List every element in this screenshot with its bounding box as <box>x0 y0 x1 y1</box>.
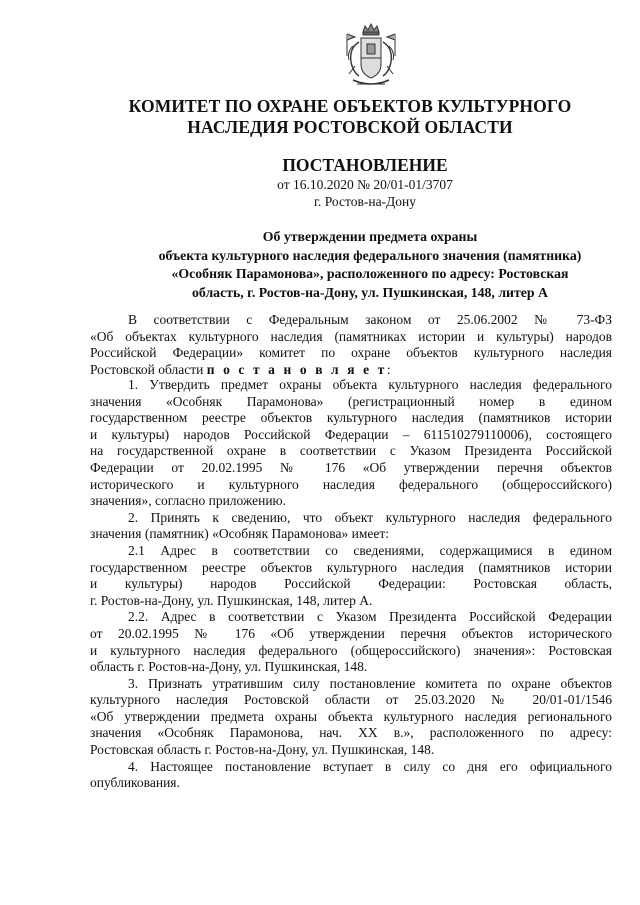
item-line: государственном реестре объектов культурного наследия (памятников истории <box>90 410 612 426</box>
item-line: 2. Принять к сведению, что объект культурного наследия федерального <box>128 509 612 525</box>
item-line: значения «Особняк Парамонова, нач. XX в.», расположенного по адресу: <box>90 725 612 741</box>
item-line: культурного наследия Ростовской области от 25.03.2020 № 20/01-01/1546 <box>90 692 612 708</box>
item-line: от 20.02.1995 № 176 «Об утверждении перечня объектов исторического <box>90 625 612 641</box>
subject-line-1: Об утверждении предмета охраны <box>262 229 478 244</box>
item-line: на государственной охране в соответствии с Указом Президента Российской <box>90 443 612 459</box>
document-number: от 16.10.2020 № 20/01-01/3707 <box>277 177 453 192</box>
item-line: значения «Особняк Парамонова» (регистрационный номер в едином <box>90 393 612 409</box>
item-line: «Об утверждении предмета охраны объекта культурного наследия регионального <box>90 708 612 724</box>
item-line: 3. Признать утратившим силу постановление комитета по охране объектов <box>128 675 612 691</box>
preamble-line: В соответствии с Федеральным законом от 25.06.2002 № 73-ФЗ <box>128 312 612 327</box>
preamble <box>90 312 612 378</box>
org-line-2: НАСЛЕДИЯ РОСТОВСКОЙ ОБЛАСТИ <box>187 117 513 137</box>
item-line: значения», согласно приложению. <box>90 493 287 509</box>
item-line: 1. Утвердить предмет охраны объекта культурного наследия федерального <box>128 377 612 392</box>
item-line: г. Ростов-на-Дону, ул. Пушкинская, 148, литер А. <box>90 592 373 608</box>
item-line: и культуры) народов Российской Федерации – 611510279110006), состоящего <box>90 426 612 442</box>
decree-items <box>90 377 612 792</box>
item-line: Федерации от 20.02.1995 № 176 «Об утверждении перечня объектов <box>90 459 612 475</box>
document-subject <box>120 228 620 302</box>
item-line: 4. Настоящее постановление вступает в силу со дня его официального <box>128 758 612 774</box>
preamble-line: «Об объектах культурного наследия (памятниках истории и культуры) народов <box>90 328 612 344</box>
document-type: ПОСТАНОВЛЕНИЕ <box>282 155 448 175</box>
preamble-line-last <box>90 362 612 379</box>
item-line: значения (памятник) «Особняк Парамонова» имеет: <box>90 526 390 542</box>
subject-line-3: «Особняк Парамонова», расположенного по адресу: Ростовская <box>171 266 569 281</box>
item-line: 2.1 Адрес в соответствии со сведениями, содержащимися в едином <box>128 542 612 558</box>
document-city: г. Ростов-на-Дону <box>313 194 416 209</box>
decree-word: п о с т а н о в л я е т <box>206 361 387 377</box>
subject-line-4: область, г. Ростов-на-Дону, ул. Пушкинская, 148, литер А <box>191 284 548 300</box>
preamble-prefix: Ростовской области <box>90 361 207 377</box>
item-line: Ростовская область г. Ростов-на-Дону, ул. Пушкинская, 148. <box>90 742 435 758</box>
item-line: государственном реестре объектов культурного наследия (памятников истории <box>90 559 612 575</box>
preamble-suffix: : <box>386 361 391 377</box>
item-line: 2.2. Адрес в соответствии с Указом Президента Российской Федерации <box>128 609 612 625</box>
item-line: область г. Ростов-на-Дону, ул. Пушкинская, 148. <box>90 659 368 675</box>
coat-of-arms-icon <box>343 22 399 90</box>
item-line: и культурного наследия федерального (общероссийского) значения»: Ростовская <box>90 642 612 658</box>
item-line: исторического и культурного наследия федерального (общероссийского) <box>90 476 612 492</box>
subject-line-2: объекта культурного наследия федерального значения (памятника) <box>158 247 582 263</box>
org-line-1: КОМИТЕТ ПО ОХРАНЕ ОБЪЕКТОВ КУЛЬТУРНОГО <box>128 96 572 116</box>
organization-name <box>60 96 640 138</box>
item-line: опубликования. <box>90 775 180 791</box>
item-line: и культуры) народов Российской Федерации: Ростовская область, <box>90 576 612 592</box>
preamble-line: Российской Федерации» комитет по охране объектов культурного наследия <box>90 345 612 361</box>
